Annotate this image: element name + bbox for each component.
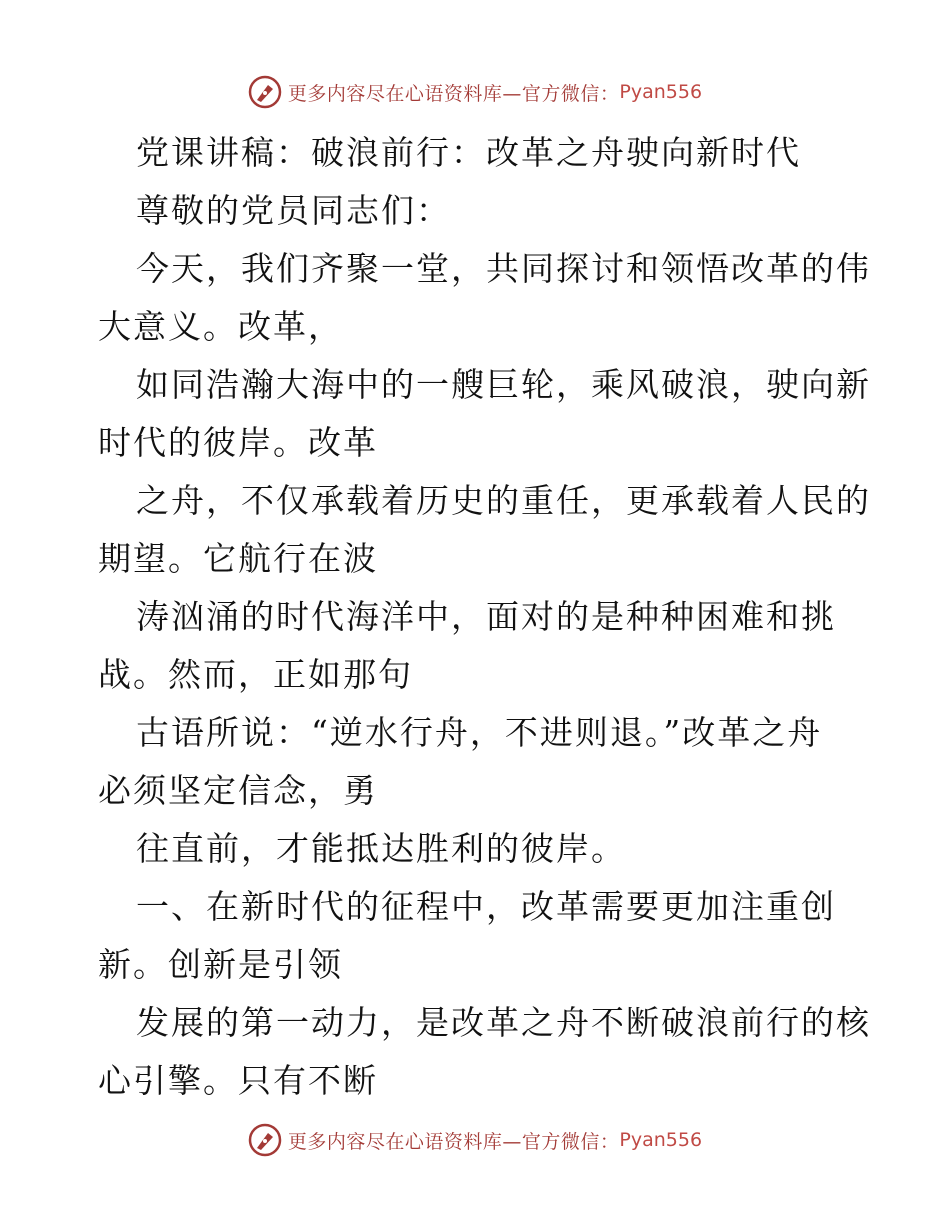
text-line: 新。创新是引领 [98,945,343,984]
text-line: 大意义。改革， [98,307,343,346]
text-line: 今天，我们齐聚一堂，共同探讨和领悟改革的伟 [136,249,871,288]
pen-nib-logo-icon [248,75,282,109]
text-line: 心引擎。只有不断 [98,1061,378,1100]
footer-watermark-text: 更多内容尽在心语资料库—官方微信： [287,1130,620,1153]
text-line: 古语所说：“逆水行舟，不进则退。”改革之舟 [136,713,823,752]
text-line: 之舟，不仅承载着历史的重任，更承载着人民的 [136,481,871,520]
header-watermark-text: 更多内容尽在心语资料库—官方微信： [287,82,620,105]
text-line: 涛汹涌的时代海洋中，面对的是种种困难和挑 [136,597,836,636]
salutation: 尊敬的党员同志们： [136,191,451,230]
text-line: 发展的第一动力，是改革之舟不断破浪前行的核 [136,1003,871,1042]
text-line: 时代的彼岸。改革 [98,423,378,462]
text-line: 往直前，才能抵达胜利的彼岸。 [136,829,626,868]
pen-nib-logo-icon [248,1123,282,1157]
text-line: 如同浩瀚大海中的一艘巨轮，乘风破浪，驶向新 [136,365,871,404]
document-body [98,124,871,1110]
text-line: 必须坚定信念，勇 [98,771,378,810]
header-watermark-banner [0,72,950,112]
document-title: 党课讲稿：破浪前行：改革之舟驶向新时代 [136,133,801,172]
text-line: 战。然而，正如那句 [98,655,413,694]
text-line: 期望。它航行在波 [98,539,378,578]
footer-wechat-id: Pyan556 [619,1129,703,1151]
header-wechat-id: Pyan556 [619,81,703,103]
footer-watermark-banner [0,1120,950,1160]
section-heading-line: 一、在新时代的征程中，改革需要更加注重创 [136,887,836,926]
